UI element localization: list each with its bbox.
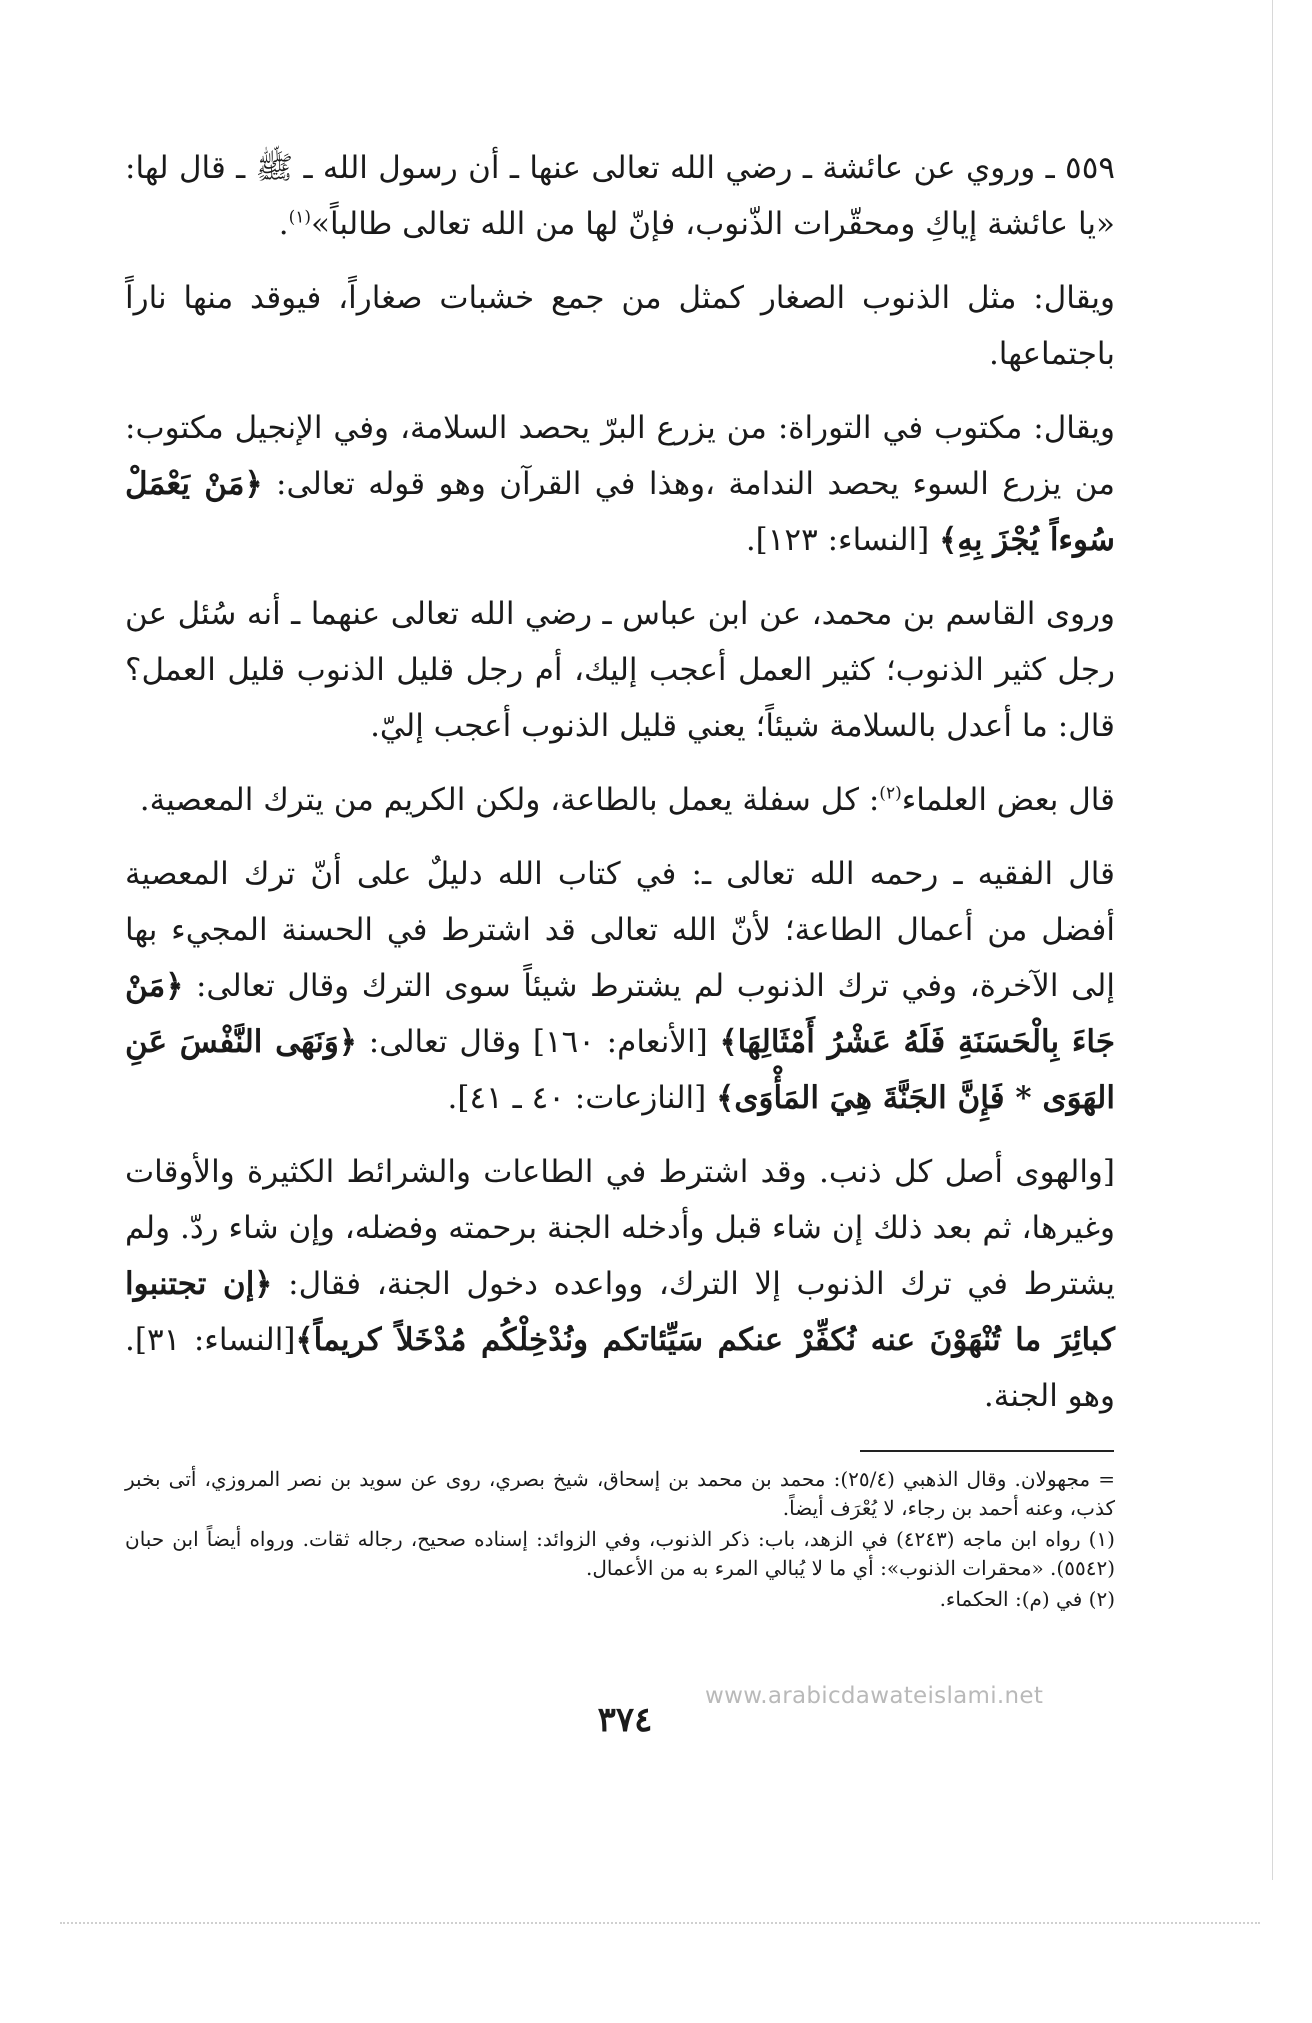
page-edge-line	[1272, 0, 1273, 1880]
watermark: www.arabicdawateislami.net	[705, 1683, 1044, 1709]
paragraph-hadith-559: ٥٥٩ ـ وروي عن عائشة ـ رضي الله تعالى عنها ـ أن رسول الله ـ ﷺ ـ قال لها: «يا عائشة إياكِ ومحقّرات الذّنوب، فإنّ لها من الله تعالى طالباً»$^{(١)}$.	[125, 150, 1115, 242]
page-number: ٣٧٤	[597, 1700, 653, 1740]
paragraph-torah-gospel: ويقال: مكتوب في التوراة: من يزرع البرّ يحصد السلامة، وفي الإنجيل مكتوب: من يزرع السوء يحصد الندامة ،وهذا في القرآن وهو قوله تعالى: ﴿مَنْ يَعْمَلْ سُوءاً يُجْزَ بِهِ﴾ [النساء: ١٢٣].	[125, 410, 1115, 558]
paragraph-desire: [والهوى أصل كل ذنب. وقد اشترط في الطاعات والشرائط الكثيرة والأوقات وغيرها، ثم بعد ذلك إن شاء قبل وأدخله الجنة برحمته وفضله، وإن شاء ردّ. ولم يشترط في ترك الذنوب إلا الترك، وواعده دخول الجنة، فقال: ﴿إن تجتنبوا كبائِرَ ما تُنْهَوْنَ عنه نُكفِّرْ عنكم سَيِّئاتكم ونُدْخِلْكُم مُدْخَلاً كريماً﴾[النساء: ٣١]. وهو الجنة.	[125, 1154, 1115, 1414]
footnote-continued: = مجهولان. وقال الذهبي (٢٥/٤): محمد بن محمد بن إسحاق، شيخ بصري، روى عن سويد بن نصر المروزي، أتى بخبر كذب، وعنه أحمد بن رجاء، لا يُعْرَف أيضاً.	[125, 1467, 1115, 1520]
paragraph-small-sins: ويقال: مثل الذنوب الصغار كمثل من جمع خشبات صغاراً، فيوقد منها ناراً باجتماعها.	[125, 280, 1115, 372]
scan-edge-dots	[60, 1922, 1260, 1924]
footnotes	[125, 1465, 1115, 1616]
quran-verse: ﴿مَنْ يَعْمَلْ سُوءاً يُجْزَ بِهِ﴾	[125, 466, 1115, 558]
main-text	[125, 140, 1115, 1442]
paragraph-faqih: قال الفقيه ـ رحمه الله تعالى ـ: في كتاب الله دليلٌ على أنّ ترك المعصية أفضل من أعمال الطاعة؛ لأنّ الله تعالى قد اشترط في الحسنة المجيء بها إلى الآخرة، وفي ترك الذنوب لم يشترط شيئاً سوى الترك وقال تعالى: ﴿مَنْ جَاءَ بِالْحَسَنَةِ فَلَهُ عَشْرُ أَمْثَالِهَا﴾ [الأنعام: ١٦٠] وقال تعالى: ﴿وَنَهَى النَّفْسَ عَنِ الهَوَى * فَإِنَّ الجَنَّةَ هِيَ المَأْوَى﴾ [النازعات: ٤٠ ـ ٤١].	[125, 856, 1115, 1116]
footnote-2: (٢) في (م): الحكماء.	[939, 1587, 1115, 1611]
footnote-ref-1: (١)	[288, 207, 311, 228]
quran-verse: ﴿إن تجتنبوا كبائِرَ ما تُنْهَوْنَ عنه نُكفِّرْ عنكم سَيِّئاتكم ونُدْخِلْكُم مُدْخَلاً كريماً﴾	[125, 1266, 1115, 1358]
paragraph-scholars: قال بعض العلماء$^{(٢)}$: كل سفلة يعمل بالطاعة، ولكن الكريم من يترك المعصية.	[139, 782, 1115, 818]
footnote-ref-2: (٢)	[879, 783, 902, 804]
quran-verse: ﴿وَنَهَى النَّفْسَ عَنِ الهَوَى * فَإِنَّ الجَنَّةَ هِيَ المَأْوَى﴾	[125, 1024, 1115, 1116]
quran-verse: ﴿مَنْ جَاءَ بِالْحَسَنَةِ فَلَهُ عَشْرُ أَمْثَالِهَا﴾	[125, 968, 1115, 1060]
footnote-1: (١) رواه ابن ماجه (٤٢٤٣) في الزهد، باب: ذكر الذنوب، وفي الزوائد: إسناده صحيح، رجاله ثقات. ورواه أيضاً ابن حبان (٥٥٤٢). «محقرات الذنوب»: أي ما لا يُبالي المرء به من الأعمال.	[125, 1527, 1115, 1580]
paragraph-ibn-abbas: وروى القاسم بن محمد، عن ابن عباس ـ رضي الله تعالى عنهما ـ أنه سُئل عن رجل كثير الذنوب؛ كثير العمل أعجب إليك، أم رجل قليل الذنوب قليل العمل؟ قال: ما أعدل بالسلامة شيئاً؛ يعني قليل الذنوب أعجب إليّ.	[125, 596, 1115, 744]
footnote-separator	[860, 1450, 1114, 1452]
